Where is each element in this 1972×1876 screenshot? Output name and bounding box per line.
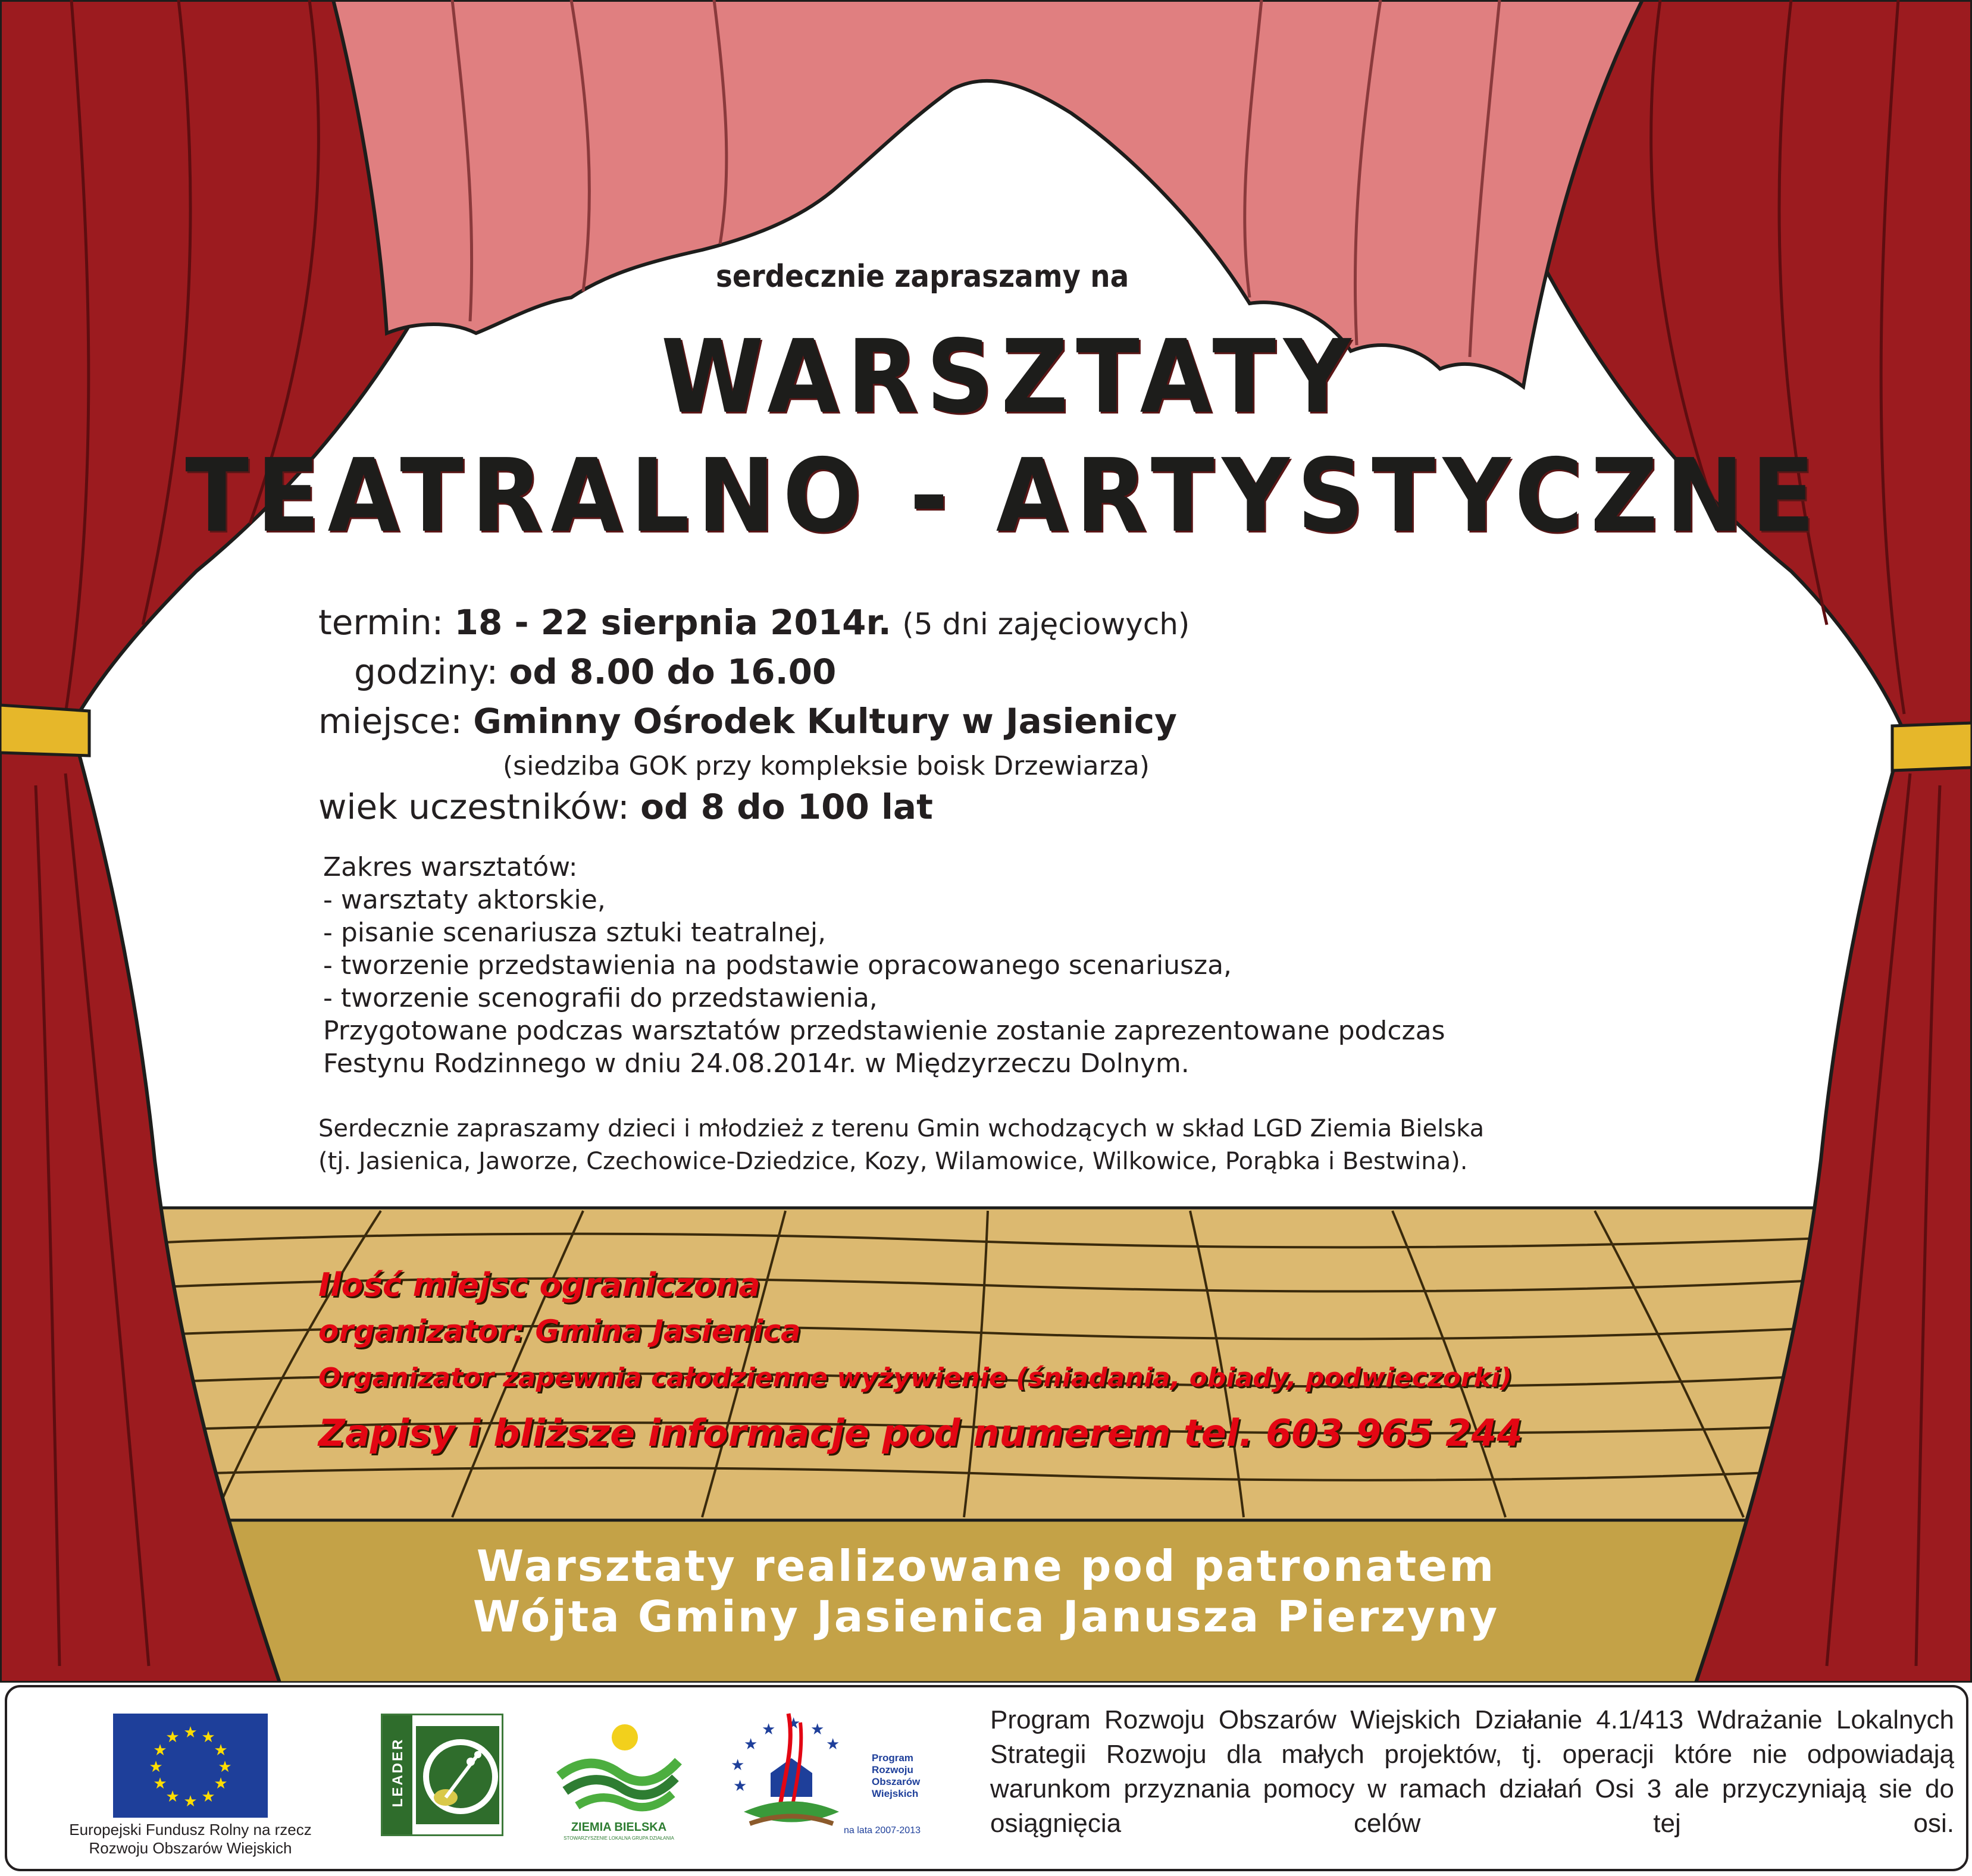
term-value: 18 - 22 sierpnia 2014r. bbox=[454, 602, 891, 643]
svg-text:★: ★ bbox=[183, 1724, 198, 1742]
patronage-line-2: Wójta Gminy Jasienica Janusza Pierzyny bbox=[472, 1592, 1500, 1642]
svg-text:★: ★ bbox=[826, 1736, 840, 1753]
leader-text: LEADER bbox=[390, 1737, 406, 1808]
prow-name-line: Obszarów bbox=[872, 1776, 921, 1787]
eu-fund-caption bbox=[48, 1821, 333, 1858]
patronage-line-1: Warsztaty realizowane pod patronatem bbox=[476, 1541, 1496, 1591]
eu-flag-logo bbox=[113, 1714, 268, 1818]
svg-text:★: ★ bbox=[165, 1728, 180, 1746]
term-note: (5 dni zajęciowych) bbox=[902, 607, 1190, 641]
place-row bbox=[318, 701, 1177, 741]
scope-line: - pisanie scenariusza sztuki teatralnej, bbox=[323, 917, 827, 948]
svg-text:★: ★ bbox=[787, 1715, 801, 1733]
prow-name bbox=[872, 1752, 920, 1800]
svg-text:★: ★ bbox=[165, 1788, 180, 1806]
svg-text:★: ★ bbox=[744, 1736, 758, 1753]
eu-caption-line: Europejski Fundusz Rolny na rzecz bbox=[69, 1821, 312, 1839]
invitation-line: (tj. Jasienica, Jaworze, Czechowice-Dziedzice, Kozy, Wilamowice, Wilkowice, Porąbka i Bestwina). bbox=[318, 1148, 1468, 1175]
leader-emblem-icon bbox=[416, 1726, 499, 1824]
ziemia-bielska-sub: STOWARZYSZENIE LOKALNA GRUPA DZIAŁANIA bbox=[564, 1836, 674, 1841]
invitation-heading: serdecznie zapraszamy na bbox=[716, 259, 1129, 295]
scope-line: - tworzenie scenografii do przedstawienia, bbox=[323, 983, 878, 1013]
svg-text:★: ★ bbox=[810, 1721, 825, 1739]
meals-notice: Organizator zapewnia całodzienne wyżywienie (śniadania, obiady, podwieczorki) bbox=[318, 1363, 1512, 1393]
title-line-2: TEATRALNO - ARTYSTYCZNE bbox=[185, 437, 1823, 555]
svg-text:★: ★ bbox=[214, 1775, 228, 1793]
scope-line: Festynu Rodzinnego w dniu 24.08.2014r. w Międzyrzeczu Dolnym. bbox=[323, 1048, 1190, 1079]
term-label: termin: bbox=[318, 602, 444, 643]
svg-text:★: ★ bbox=[218, 1758, 232, 1776]
svg-text:★: ★ bbox=[762, 1721, 776, 1739]
tieback-left bbox=[0, 705, 89, 756]
scope-line: Przygotowane podczas warsztatów przedstawienie zostanie zaprezentowane podczas bbox=[323, 1016, 1445, 1046]
hours-label: godziny: bbox=[354, 652, 499, 692]
svg-text:★: ★ bbox=[731, 1756, 745, 1774]
place-label: miejsce: bbox=[318, 701, 462, 741]
svg-text:★: ★ bbox=[183, 1793, 198, 1811]
place-note: (siedziba GOK przy kompleksie boisk Drzewiarza) bbox=[503, 751, 1150, 781]
svg-text:★: ★ bbox=[201, 1728, 215, 1746]
scope-line: - warsztaty aktorskie, bbox=[323, 885, 606, 915]
hours-row bbox=[354, 652, 836, 692]
age-label: wiek uczestników: bbox=[318, 787, 630, 827]
invitation-text bbox=[318, 1113, 1484, 1178]
invitation-line: Serdecznie zapraszamy dzieci i młodzież z terenu Gmin wchodzących w skład LGD Ziemia Bielska bbox=[318, 1115, 1485, 1142]
eu-caption-line: Rozwoju Obszarów Wiejskich bbox=[89, 1839, 292, 1857]
organizer-notice: organizator: Gmina Jasienica bbox=[318, 1314, 801, 1348]
age-row bbox=[318, 787, 933, 827]
prow-years: na lata 2007-2013 bbox=[844, 1825, 921, 1836]
term-row bbox=[318, 602, 1190, 643]
place-value: Gminny Ośrodek Kultury w Jasienicy bbox=[473, 701, 1177, 741]
prow-logo bbox=[720, 1708, 875, 1844]
hours-value: od 8.00 do 16.00 bbox=[509, 652, 837, 692]
age-value: od 8 do 100 lat bbox=[640, 787, 933, 827]
contact-notice: Zapisy i bliższe informacje pod numerem tel. 603 965 244 bbox=[318, 1411, 1523, 1455]
scope-line: Zakres warsztatów: bbox=[323, 852, 578, 882]
title-line-1: WARSZTATY bbox=[661, 318, 1359, 436]
program-legal-text: Program Rozwoju Obszarów Wiejskich Działanie 4.1/413 Wdrażanie Lokalnych Strategii Rozwoju dla małych projektów, tj. operacji które nie odpowiadają warunkom przyznania pomocy w ramach działań Osi 3 ale przyczyniają sie do osiągnięcia celów tej osi. bbox=[990, 1705, 1954, 1838]
ziemia-bielska-name: ZIEMIA BIELSKA bbox=[571, 1821, 667, 1834]
workshop-scope bbox=[323, 851, 1445, 1080]
prow-name-line: Wiejskich bbox=[872, 1788, 919, 1799]
svg-text:★: ★ bbox=[214, 1742, 228, 1759]
svg-text:★: ★ bbox=[201, 1788, 215, 1806]
tieback-right bbox=[1892, 723, 1972, 771]
scope-line: - tworzenie przedstawienia na podstawie opracowanego scenariusza, bbox=[323, 950, 1232, 981]
svg-text:★: ★ bbox=[153, 1775, 167, 1793]
svg-text:★: ★ bbox=[733, 1777, 747, 1795]
limited-places-notice: Ilość miejsc ograniczona bbox=[318, 1266, 760, 1304]
prow-name-line: Rozwoju bbox=[872, 1764, 913, 1775]
prow-name-line: Program bbox=[872, 1752, 913, 1764]
svg-text:★: ★ bbox=[153, 1742, 167, 1759]
svg-text:★: ★ bbox=[149, 1758, 163, 1776]
leader-logo bbox=[381, 1714, 503, 1836]
